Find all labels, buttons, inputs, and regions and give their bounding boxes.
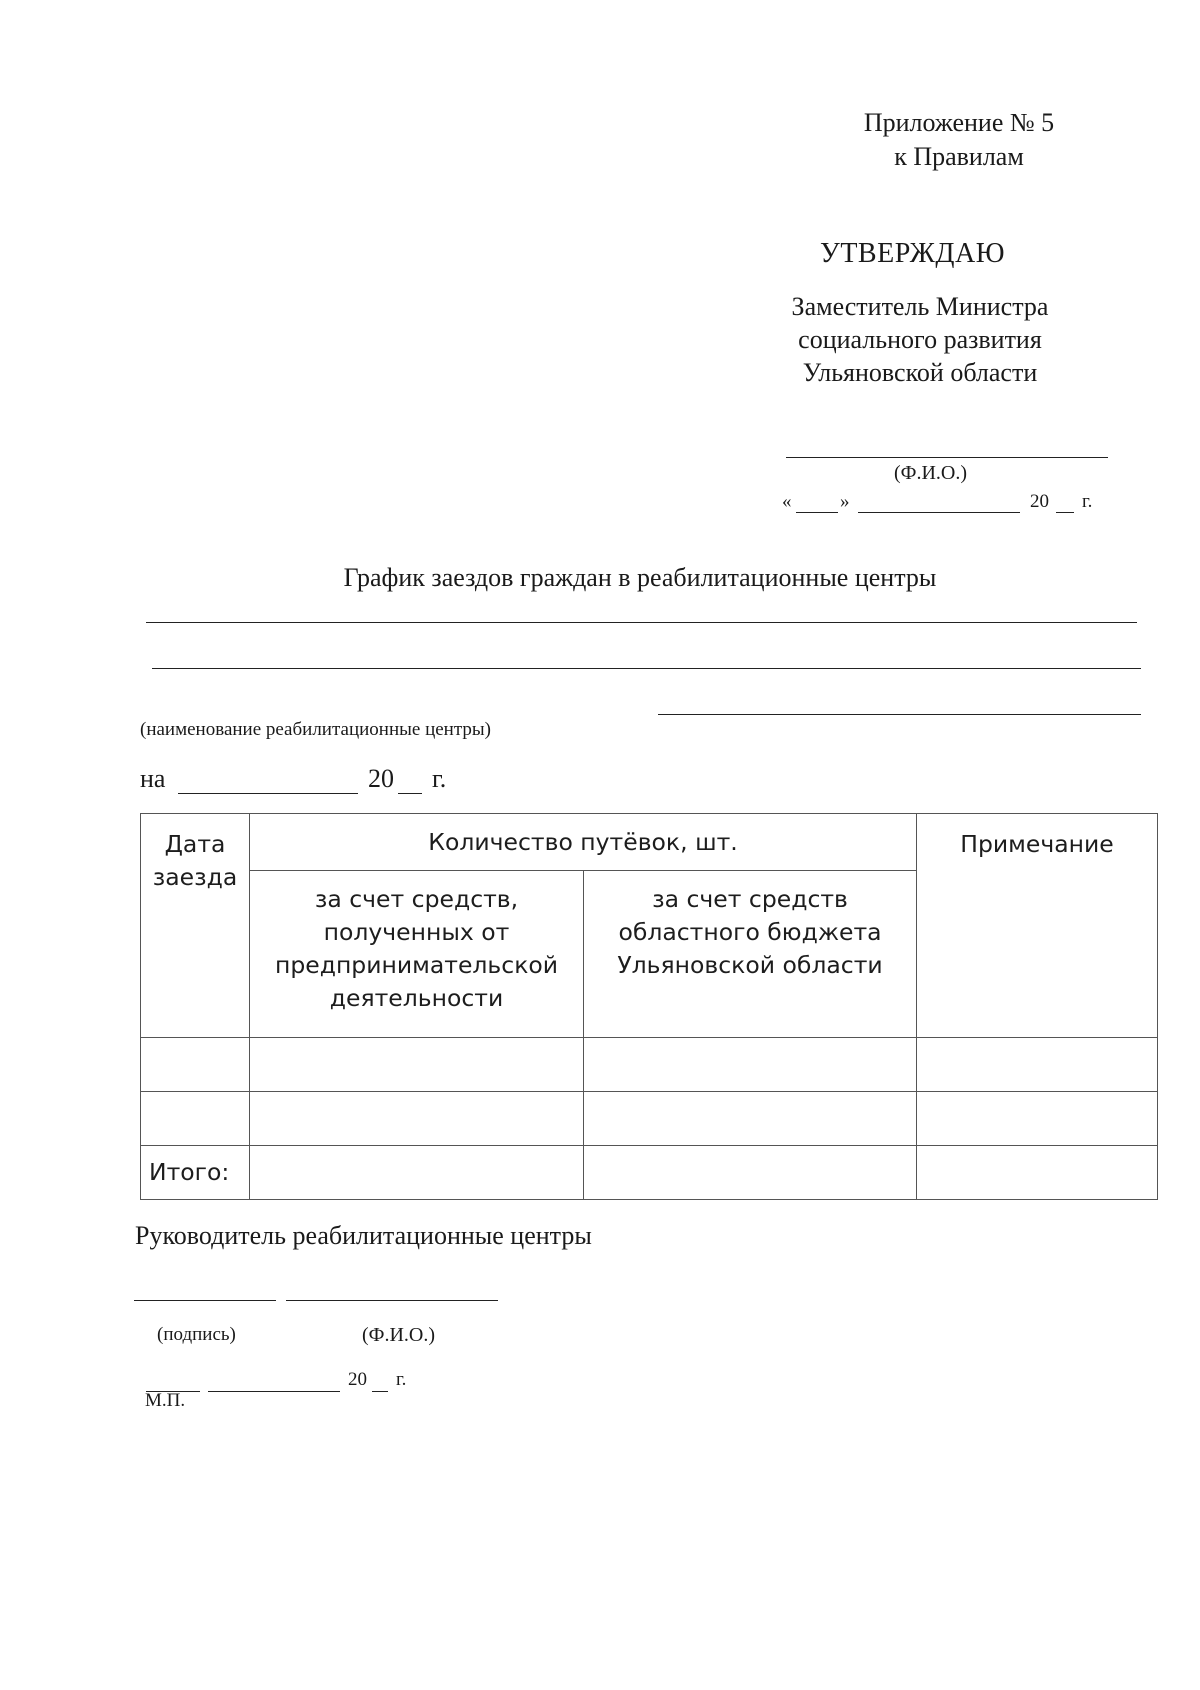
- table-cell: [584, 1146, 917, 1200]
- table-cell: [584, 1038, 917, 1092]
- approver-position-line: социального развития: [798, 325, 1042, 354]
- signature-caption: (подпись): [157, 1324, 236, 1345]
- approval-date-year: 20: [1030, 491, 1049, 512]
- approval-date-close-quote: »: [840, 491, 850, 512]
- col-business-funds: за счет средств, полученных от предпринимательской деятельности: [250, 871, 584, 1038]
- footer-date-month-blank: [208, 1391, 340, 1392]
- annex-rules: к Правилам: [894, 142, 1024, 171]
- period-year-blank: [398, 793, 422, 794]
- table-cell: [584, 1092, 917, 1146]
- table-cell: [141, 1038, 250, 1092]
- table-cell: [250, 1038, 584, 1092]
- col-vouchers-quantity: Количество путёвок, шт.: [250, 814, 917, 871]
- table-row: [141, 1038, 1158, 1092]
- table-header-row: [141, 814, 1158, 871]
- approval-date-month-blank: [858, 512, 1020, 513]
- approver-position-line: Заместитель Министра: [791, 292, 1049, 321]
- arrivals-schedule-table: [140, 813, 1158, 1200]
- document-title: График заездов граждан в реабилитационные центры: [343, 563, 937, 592]
- total-label: Итого:: [141, 1146, 250, 1200]
- period-month-blank: [178, 793, 358, 794]
- approver-fio-caption: (Ф.И.О.): [894, 462, 968, 484]
- annex-reference: [800, 106, 1118, 174]
- col-note: Примечание: [917, 814, 1158, 1038]
- period-suffix: г.: [432, 764, 447, 793]
- approval-date-suffix: г.: [1082, 491, 1093, 512]
- center-name-line: [658, 714, 1141, 715]
- table-cell: [917, 1038, 1158, 1092]
- manager-fio-caption: (Ф.И.О.): [362, 1324, 436, 1346]
- footer-date-suffix: г.: [396, 1369, 407, 1390]
- manager-title: Руководитель реабилитационные центры: [135, 1221, 592, 1250]
- period-year: 20: [368, 764, 394, 793]
- manager-signature-line: [134, 1300, 276, 1301]
- footer-date-year-blank: [372, 1391, 388, 1392]
- approver-position: [770, 290, 1070, 389]
- approval-date-day-blank: [796, 512, 838, 513]
- col-arrival-date: Дата заезда: [141, 814, 250, 1038]
- table-cell: [917, 1092, 1158, 1146]
- table-total-row: [141, 1146, 1158, 1200]
- table-row: [141, 1092, 1158, 1146]
- approver-position-line: Ульяновской области: [802, 358, 1038, 387]
- center-name-caption: (наименование реабилитационные центры): [140, 719, 491, 740]
- stamp-placeholder: М.П.: [145, 1390, 186, 1411]
- approval-date-year-blank: [1056, 512, 1074, 513]
- center-name-line: [152, 668, 1141, 669]
- footer-date-year: 20: [348, 1369, 367, 1390]
- center-name-line: [146, 622, 1137, 623]
- annex-number: Приложение № 5: [863, 108, 1055, 137]
- approval-date-open-quote: «: [782, 491, 792, 512]
- approval-heading: УТВЕРЖДАЮ: [820, 238, 1005, 269]
- table-cell: [917, 1146, 1158, 1200]
- approver-signature-line: [786, 457, 1108, 458]
- table-cell: [250, 1092, 584, 1146]
- period-prefix: на: [140, 764, 166, 793]
- table-cell: [141, 1092, 250, 1146]
- col-regional-budget: за счет средств областного бюджета Ульяновской области: [584, 871, 917, 1038]
- manager-fio-line: [286, 1300, 498, 1301]
- table-cell: [250, 1146, 584, 1200]
